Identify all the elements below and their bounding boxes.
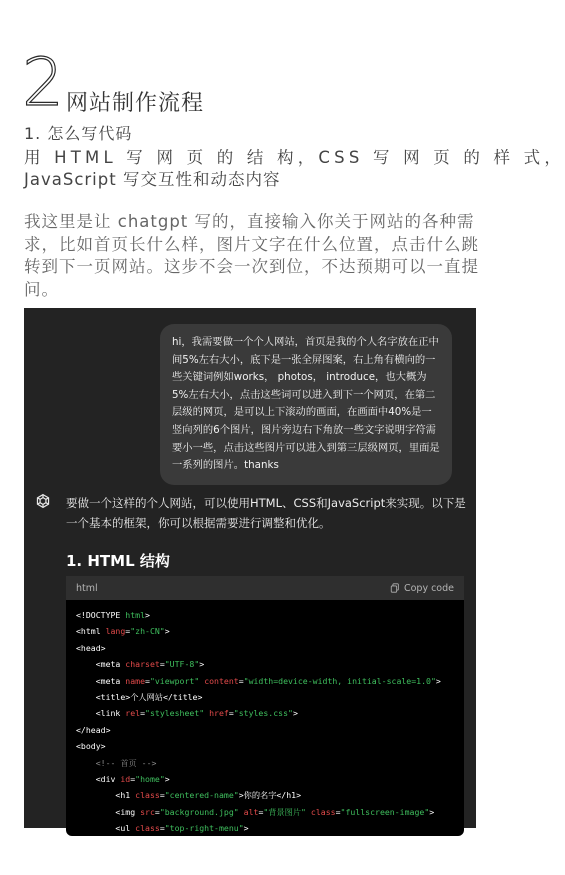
code-token: <img — [76, 806, 141, 817]
step-number: 2 — [22, 44, 64, 121]
code-line — [76, 640, 454, 656]
copy-code-button[interactable] — [390, 583, 454, 594]
code-token: "fullscreen-image" — [340, 806, 430, 817]
code-token: = — [228, 708, 234, 719]
code-line — [76, 705, 454, 721]
code-token: <link — [76, 708, 126, 719]
code-line — [76, 820, 454, 836]
code-token: = — [159, 823, 165, 834]
code-token: > — [435, 675, 441, 686]
code-line — [76, 787, 454, 803]
sub-heading: 1. 怎么写代码 — [24, 124, 133, 143]
code-token: <title>个人网站</title> — [76, 692, 203, 703]
code-token: > — [164, 774, 170, 785]
code-line — [76, 755, 454, 771]
code-token: = — [145, 675, 150, 686]
openai-logo-icon — [34, 492, 52, 510]
code-token: content — [204, 675, 239, 686]
section-heading: 1. HTML 结构 — [66, 552, 170, 570]
code-content — [66, 600, 464, 844]
code-token: <!-- 首页 --> — [76, 757, 157, 768]
code-line — [76, 804, 454, 820]
code-line — [76, 623, 454, 639]
code-token: "background.jpg" — [159, 806, 239, 817]
code-line — [76, 738, 454, 754]
code-line — [76, 656, 454, 672]
code-token: = — [125, 626, 131, 637]
code-token: </head> — [76, 724, 111, 735]
code-language-label: html — [76, 582, 98, 594]
code-token: class — [135, 823, 160, 834]
code-token: "背景图片" — [263, 806, 306, 817]
code-token: > — [243, 823, 249, 834]
code-token: <ul — [76, 823, 136, 834]
code-token: = — [154, 806, 160, 817]
code-token: "top-right-menu" — [164, 823, 244, 834]
code-line — [76, 771, 454, 787]
code-line — [76, 722, 454, 738]
code-token: href — [209, 708, 229, 719]
code-token: >你的名字</h1> — [238, 790, 302, 801]
code-token: = — [130, 774, 136, 785]
code-token: <meta — [76, 675, 126, 686]
code-token: > — [292, 708, 298, 719]
code-token: class — [135, 790, 160, 801]
code-token: src — [140, 806, 155, 817]
code-token: = — [159, 790, 165, 801]
code-token: = — [258, 806, 264, 817]
code-token: "zh-CN" — [130, 626, 165, 637]
code-token: > — [164, 626, 170, 637]
code-token: = — [159, 659, 165, 670]
assistant-message-text: 要做一个这样的个人网站，可以使用HTML、CSS和JavaScript来实现。以下是一个基本的框架，你可以根据需要进行调整和优化。 — [66, 496, 466, 530]
code-token: lang — [105, 626, 126, 637]
code-token: <head> — [76, 642, 106, 653]
code-token: > — [199, 659, 205, 670]
user-message-bubble: hi，我需要做一个个人网站，首页是我的个人名字放在正中间5%左右大小，底下是一张全屏图案，右上角有横向的一些关键词例如works， photos， introduce，也大概为5%左右大小，点击这些词可以进入到下一个网页，在第二层级的网页，是可以上下滚动的画面，在画面中40%是一竖向列的6个图片，图片旁边右下角放一些文字说明字符需要小一些，点击这些图片可以进入到第三层级网页，里面是一系列的图片。thanks — [160, 324, 452, 485]
code-token: <meta — [76, 659, 126, 670]
code-line — [76, 689, 454, 705]
code-token: html — [125, 610, 146, 620]
code-block-header — [66, 576, 464, 600]
copy-code-label: Copy code — [403, 582, 454, 594]
code-token: = — [238, 675, 244, 686]
code-token: alt — [243, 806, 259, 817]
chatgpt-screenshot — [24, 308, 476, 834]
clipboard-icon — [390, 583, 400, 593]
code-token: "home" — [135, 774, 165, 785]
code-token: class — [310, 806, 336, 817]
step-title: 网站制作流程 — [66, 91, 205, 116]
code-token: <!DOCTYPE — [76, 610, 126, 620]
code-token: <div — [76, 774, 121, 785]
code-token: "width=device-width, initial-scale=1.0" — [243, 675, 436, 686]
instruction-paragraph: 我这里是让 chatgpt 写的，直接输入你关于网站的各种需求，比如首页长什么样，图片文字在什么位置，点击什么跳转到下一页网站。这步不会一次到位，不达预期可以一直提问。 — [24, 212, 479, 299]
code-token: "stylesheet" — [145, 708, 205, 719]
code-token: > — [145, 610, 150, 620]
code-token: name — [125, 675, 146, 686]
code-token: "styles.css" — [233, 708, 293, 719]
code-token: = — [140, 708, 146, 719]
code-token: > — [429, 806, 435, 817]
code-token: = — [335, 806, 341, 817]
code-token: "centered-name" — [164, 790, 239, 801]
code-block — [66, 576, 464, 836]
code-token: id — [120, 774, 131, 785]
code-token: "viewport" — [149, 675, 200, 686]
code-line — [76, 673, 454, 689]
code-token: <html — [76, 626, 106, 637]
code-token: "UTF-8" — [164, 659, 200, 670]
code-line — [76, 607, 454, 623]
code-token: <h1 — [76, 790, 136, 801]
code-token: <body> — [76, 741, 106, 752]
code-token: charset — [125, 659, 160, 670]
description-line-1: 用 HTML 写 网 页 的 结 构，CSS 写 网 页 的 样 式， — [24, 148, 565, 167]
description-line-2: JavaScript 写交互性和动态内容 — [24, 170, 281, 189]
code-token: rel — [125, 708, 141, 719]
